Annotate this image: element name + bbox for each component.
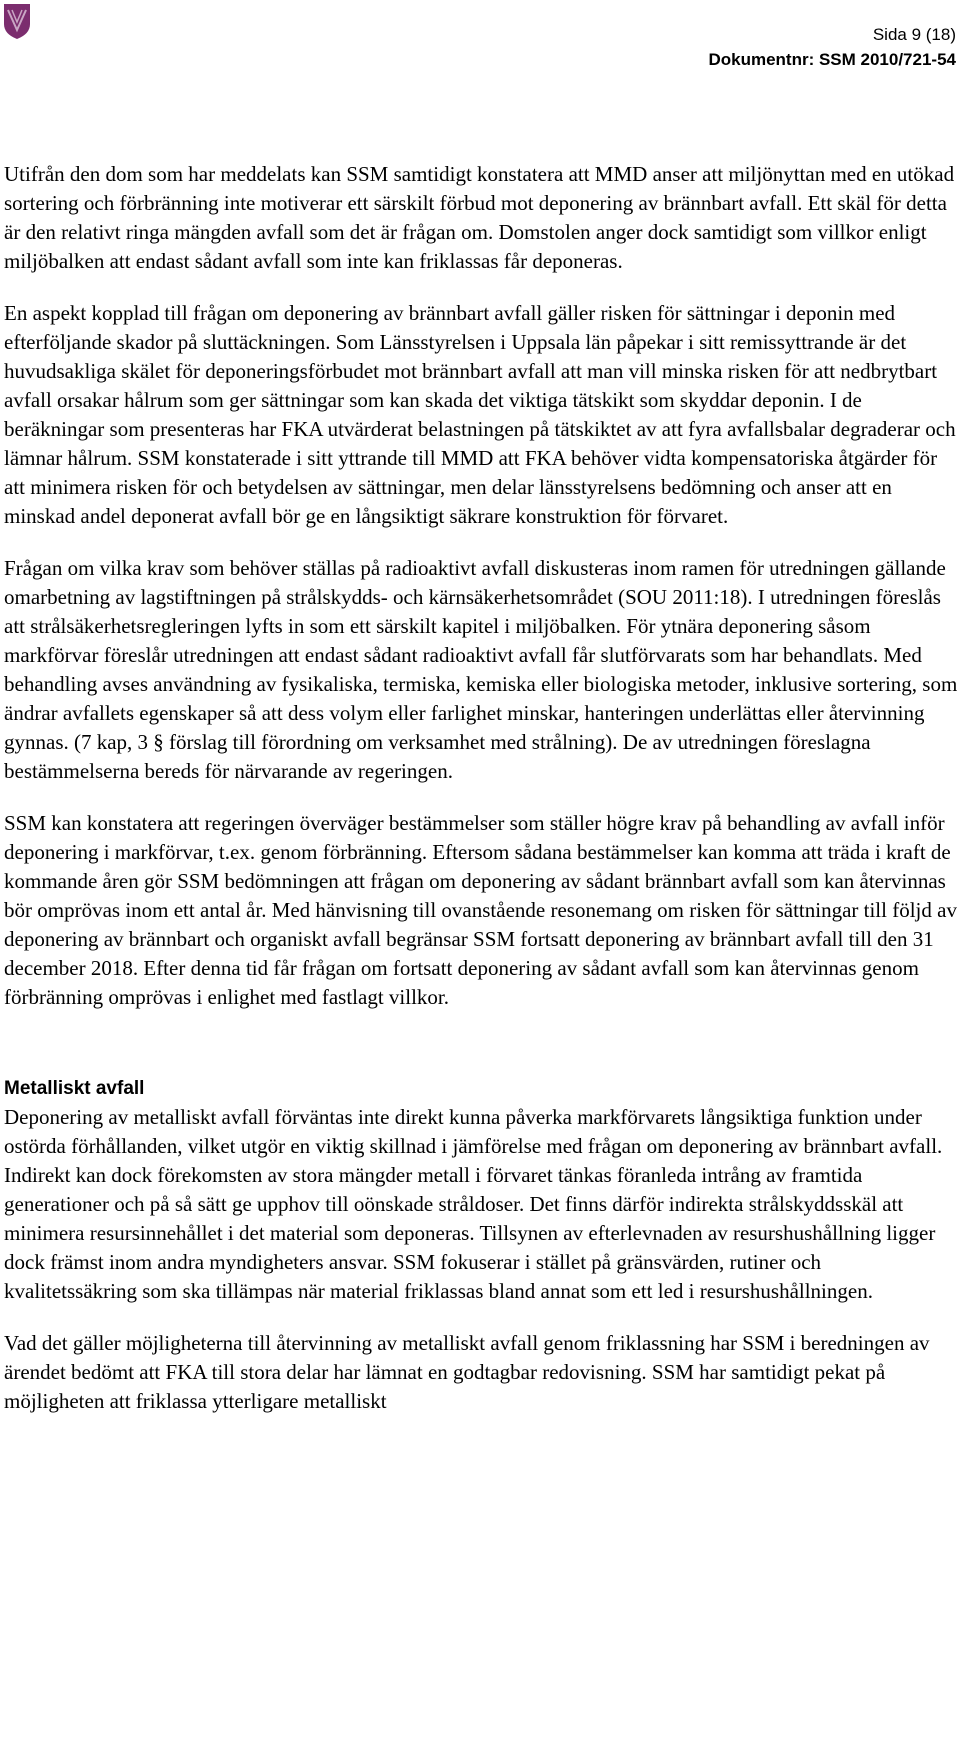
document-body	[4, 160, 958, 1439]
paragraph: SSM kan konstatera att regeringen överväger bestämmelser som ställer högre krav på behandling av avfall inför deponering i markförvar, t.ex. genom förbränning. Eftersom sådana bestämmelser kan komma att träda i kraft de kommande åren gör SSM bedömningen att frågan om deponering av sådant brännbart avfall som kan återvinnas bör omprövas inom ett antal år. Med hänvisning till ovanstående resonemang om risken för sättningar till följd av deponering av brännbart och organiskt avfall begränsar SSM fortsatt deponering av brännbart avfall till den 31 december 2018. Efter denna tid får frågan om fortsatt deponering av sådant avfall som kan återvinnas genom förbränning omprövas i enlighet med fastlagt villkor.	[4, 811, 957, 1009]
paragraph: Frågan om vilka krav som behöver ställas på radioaktivt avfall diskusteras inom ramen för utredningen gällande omarbetning av lagstiftningen på strålskydds- och kärnsäkerhetsområdet (SOU 2011:18). I utredningen föreslås att strålsäkerhetsregleringen lyfts in som ett särskilt kapitel i miljöbalken. För ytnära deponering såsom markförvar föreslår utredningen att endast sådant radioaktivt avfall får slutförvarats som har behandlats. Med behandling avses användning av fysikaliska, termiska, kemiska eller biologiska metoder, inklusive sortering, som ändrar avfallets egenskaper så att dess volym eller farlighet minskar, hanteringen underlättas eller återvinning gynnas. (7 kap, 3 § förslag till förordning om verksamhet med strålning). De av utredningen föreslagna bestämmelserna bereds för närvarande av regeringen.	[4, 556, 958, 783]
page-header	[708, 22, 956, 72]
section-heading: Metalliskt avfall	[4, 1078, 145, 1099]
document-number: Dokumentnr: SSM 2010/721-54	[708, 50, 956, 69]
page-number: Sida 9 (18)	[872, 25, 956, 44]
paragraph: Vad det gäller möjligheterna till återvinning av metalliskt avfall genom friklassning har SSM i beredningen av ärendet bedömt att FKA till stora delar har lämnat en godtagbar redovisning. SSM har samtidigt pekat på möjligheten att friklassa ytterligare metalliskt	[4, 1331, 930, 1413]
agency-logo-icon	[2, 2, 32, 40]
paragraph: Deponering av metalliskt avfall förväntas inte direkt kunna påverka markförvarets långsiktiga funktion under ostörda förhållanden, vilket utgör en viktig skillnad i jämförelse med frågan om deponering av brännbart avfall. Indirekt kan dock förekomsten av stora mängder metall i förvaret tänkas föranleda intrång av framtida generationer och på så sätt ge upphov till oönskade stråldoser. Det finns därför indirekta strålskyddsskäl att minimera resursinnehållet i det material som deponeras. Tillsynen av efterlevnaden av resurshushållning ligger dock främst inom andra myndigheters ansvar. SSM fokuserar i stället på gränsvärden, rutiner och kvalitetssäkring som ska tillämpas när material friklassas bland annat som ett led i resurshushållningen.	[4, 1105, 943, 1303]
paragraph: Utifrån den dom som har meddelats kan SSM samtidigt konstatera att MMD anser att miljönyttan med en utökad sortering och förbränning inte motiverar ett särskilt förbud mot deponering av brännbart avfall. Ett skäl för detta är den relativt ringa mängden avfall som det är frågan om. Domstolen anger dock samtidigt som villkor enligt miljöbalken att endast sådant avfall som inte kan friklassas får deponeras.	[4, 162, 955, 273]
paragraph: En aspekt kopplad till frågan om deponering av brännbart avfall gäller risken för sättningar i deponin med efterföljande skador på sluttäckningen. Som Länsstyrelsen i Uppsala län påpekar i sitt remissyttrande är det huvudsakliga skälet för deponeringsförbudet mot brännbart avfall att man vill minska risken för att nedbrytbart avfall orsakar hålrum som ger sättningar som kan skada det viktiga tätskikt som skyddar deponin. I de beräkningar som presenteras har FKA utvärderat belastningen på tätskiktet av att fyra avfallsbalar degraderar och lämnar hålrum. SSM konstaterade i sitt yttrande till MMD att FKA behöver vidta kompensatoriska åtgärder för att minimera risken för och betydelsen av sättningar, men delar länsstyrelsens bedömning och anser att en minskad andel deponerat avfall bör ge en långsiktigt säkrare konstruktion för förvaret.	[4, 301, 956, 528]
